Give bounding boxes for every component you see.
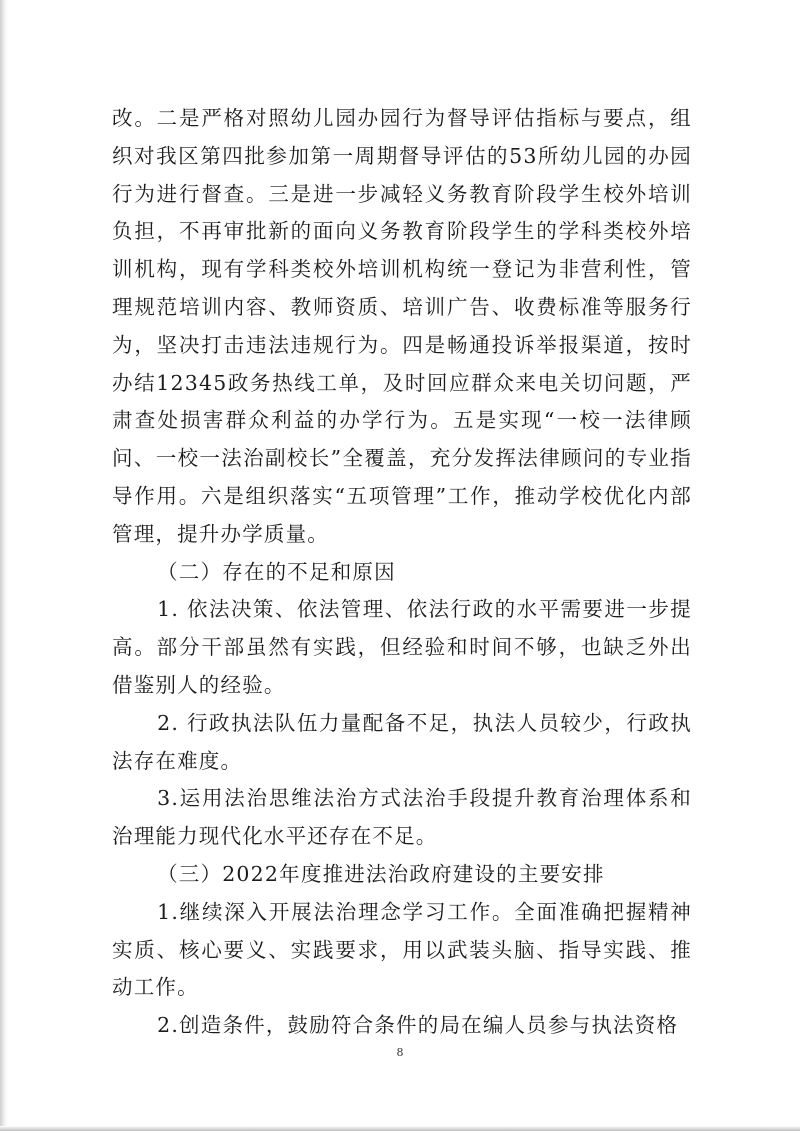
document-body (112, 100, 692, 1045)
section-heading-shortcomings: （二）存在的不足和原因 (157, 559, 396, 584)
paragraph-plan-2: 2.创造条件，鼓励符合条件的局在编人员参与执法资格 (157, 1013, 679, 1038)
paragraph-plan-1: 1.继续深入开展法治理念学习工作。全面准确把握精神实质、核心要义、实践要求，用以武装头脑、指导实践、推动工作。 (112, 899, 692, 1000)
page-number: 8 (396, 1046, 404, 1059)
scan-left-edge (0, 0, 8, 1131)
section-heading-2022-plan: （三）2022年度推进法治政府建设的主要安排 (157, 861, 605, 886)
paragraph-continuation: 改。二是严格对照幼儿园办园行为督导评估指标与要点，组织对我区第四批参加第一周期督导评估的53所幼儿园的办园行为进行督查。三是进一步减轻义务教育阶段学生校外培训负担，不再审批新的面向义务教育阶段学生的学科类校外培训机构，现有学科类校外培训机构统一登记为非营利性，管理规范培训内容、教师资质、培训广告、收费标准等服务行为，坚决打击违法违规行为。四是畅通投诉举报渠道，按时办结12345政务热线工单，及时回应群众来电关切问题，严肃查处损害群众利益的办学行为。五是实现“一校一法律顾问、一校一法治副校长”全覆盖，充分发挥法律顾问的专业指导作用。六是组织落实“五项管理”工作，推动学校优化内部管理，提升办学质量。 (112, 106, 692, 546)
paragraph-item-1: 1. 依法决策、依法管理、依法行政的水平需要进一步提高。部分干部虽然有实践，但经验和时间不够，也缺乏外出借鉴别人的经验。 (112, 597, 692, 697)
paragraph-item-3: 3.运用法治思维法治方式法治手段提升教育治理体系和治理能力现代化水平还存在不足。 (112, 786, 692, 849)
scan-bottom-edge (0, 1126, 800, 1131)
paragraph-item-2: 2. 行政执法队伍力量配备不足，执法人员较少，行政执法存在难度。 (112, 710, 692, 773)
